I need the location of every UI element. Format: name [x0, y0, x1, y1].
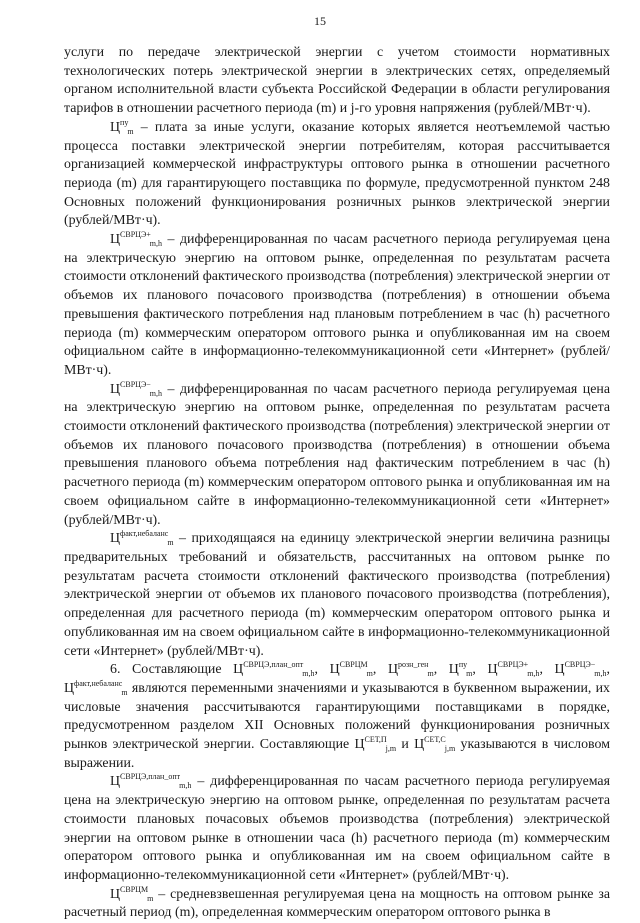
symbol-base: Ц [414, 737, 425, 753]
symbol-subscript: m [167, 538, 174, 548]
symbol-base: Ц [64, 680, 75, 696]
symbol-base: Ц [110, 232, 121, 248]
text-run: , [606, 662, 610, 678]
formula-symbol [233, 662, 314, 677]
text-run: , [314, 662, 330, 678]
symbol-superscript: пу [120, 117, 129, 127]
symbol-base: Ц [233, 662, 244, 678]
formula-symbol [64, 678, 128, 697]
symbol-subscript: m,h [149, 239, 162, 249]
formula-symbol [354, 737, 396, 752]
paragraph-p6 [64, 661, 610, 773]
symbol-base: Ц [329, 662, 340, 678]
symbol-base: Ц [387, 662, 399, 678]
paragraph-p1 [64, 44, 610, 119]
symbol-subscript: m [121, 687, 128, 697]
symbol-subscript: m [127, 126, 134, 136]
text-run: являются переменными значениями и указываются в буквенном выражении, их числовые значения рассчитываются гарантирующими поставщиками в порядке, предусмотренном разделом XII Основных положений функционирования розничных рынков электрической энергии. Составляющие [64, 680, 610, 753]
symbol-base: Ц [110, 119, 121, 135]
formula-symbol [110, 379, 162, 398]
symbol-base: Ц [110, 774, 121, 790]
document-body [64, 44, 610, 923]
formula-symbol [110, 531, 174, 546]
formula-symbol [388, 662, 434, 677]
text-run: , [472, 662, 488, 678]
symbol-base: Ц [354, 737, 365, 753]
formula-symbol [414, 737, 455, 752]
symbol-superscript: СВРЦЭ,план_опт [243, 660, 304, 670]
symbol-subscript: m [147, 893, 154, 903]
symbol-base: Ц [448, 662, 459, 678]
symbol-base: Ц [487, 662, 498, 678]
paragraph-p8 [64, 886, 610, 923]
symbol-superscript: СЕТ,С [424, 735, 446, 745]
symbol-superscript: СЕТ,П [364, 735, 387, 745]
symbol-superscript: СВРЦЭ− [120, 379, 151, 389]
symbol-subscript: j,m [385, 744, 397, 754]
text-run: – средневзвешенная регулируемая цена на мощность на оптовом рынке за расчетный период (m), определенная коммерческим оператором оптового рынка в [64, 886, 610, 921]
formula-symbol [487, 662, 539, 677]
symbol-superscript: факт,небаланс [74, 678, 123, 688]
symbol-superscript: пу [458, 660, 468, 670]
page-number: 15 [314, 14, 326, 28]
text-run: указываются в числовом выражении. [64, 737, 610, 771]
paragraph-p4 [64, 381, 610, 531]
text-run: – дифференцированная по часам расчетного периода регулируемая цена на электрическую энергию на оптовом рынке, определенная по результатам расчета стоимости отклонений фактического производства (потребления) электрической энергии от объемов их планового почасового производства (потребления) в отношении объема превышения фактического потребления над плановым потреблением в час (h) расчетного периода (m) коммерческим оператором оптового рынка и опубликованная им на своем официальном сайте в информационно-телекоммуникационной сети «Интернет» (рублей/МВт·ч). [64, 232, 610, 378]
paragraph-p2 [64, 119, 610, 231]
symbol-subscript: m,h [594, 669, 607, 679]
paragraph-p3 [64, 231, 610, 381]
text-run: , [372, 662, 388, 678]
formula-symbol [110, 774, 191, 789]
symbol-superscript: СВРЦЭ− [564, 660, 596, 670]
paragraph-p7 [64, 773, 610, 885]
symbol-subscript: m,h [149, 388, 162, 398]
symbol-superscript: СВРЦЭ+ [120, 230, 151, 240]
formula-symbol [330, 662, 373, 677]
symbol-base: Ц [110, 531, 121, 547]
symbol-base: Ц [110, 886, 121, 902]
symbol-subscript: m [427, 669, 434, 679]
symbol-superscript: факт,небаланс [120, 529, 169, 539]
text-run: – дифференцированная по часам расчетного периода регулируемая цена на электрическую энергию на оптовом рынке, определенная по результатам расчета стоимости плановых почасовых объемов производства (потребления) электрической энергии на оптовом рынке в отношении часа (h) расчетного периода (m) коммерческим оператором оптового рынка и опубликованная им на своем официальном сайте в информационно-телекоммуникационной сети «Интернет» (рублей/МВт·ч). [64, 774, 610, 883]
text-run: , [539, 662, 555, 678]
text-run: 6. Составляющие [110, 662, 234, 678]
text-run: и [396, 737, 415, 753]
symbol-subscript: m,h [527, 669, 540, 679]
symbol-subscript: m,h [302, 669, 315, 679]
symbol-subscript: j,m [444, 744, 456, 754]
text-run: услуги по передаче электрической энергии с учетом стоимости нормативных технологических потерь электрической энергии в электрических сетях, определяемый органом исполнительной власти субъекта Российской Федерации в области регулирования тарифов в отношении расчетного периода (m) и j-го уровня напряжения (рублей/МВт·ч). [64, 45, 610, 117]
formula-symbol [449, 662, 473, 677]
symbol-superscript: розн_ген [398, 660, 429, 670]
formula-symbol [555, 662, 607, 677]
symbol-superscript: СВРЦМ [339, 660, 368, 670]
symbol-subscript: m,h [179, 781, 192, 791]
symbol-subscript: m [466, 669, 473, 679]
symbol-base: Ц [554, 662, 565, 678]
formula-symbol [110, 117, 134, 136]
text-run: – приходящаяся на единицу электрической энергии величина разницы предварительных требований и обязательств, рассчитанных на оптовом рынке по результатам расчета стоимости отклонений фактического производства (потребления) электрической энергии от объемов их планового почасового производства (потребления), определенная для расчетного периода (m) коммерческим оператором оптового рынка и опубликованная им на своем официальном сайте в информационно-телекоммуникационной сети «Интернет» (рублей/МВт·ч). [64, 531, 610, 659]
symbol-superscript: СВРЦМ [120, 884, 149, 894]
symbol-subscript: m [366, 669, 373, 679]
paragraph-p5 [64, 530, 610, 661]
formula-symbol [110, 232, 162, 247]
text-run: – плата за иные услуги, оказание которых является неотъемлемой частью процесса поставки электрической энергии потребителям, которая рассчитывается организацией коммерческой инфраструктуры оптового рынка в отношении расчетного периода (m) для гарантирующего поставщика по формуле, предусмотренной пунктом 248 Основных положений функционирования розничных рынков электрической энергии (рублей/МВт·ч). [64, 119, 610, 229]
symbol-superscript: СВРЦЭ,план_опт [120, 772, 181, 782]
symbol-superscript: СВРЦЭ+ [497, 660, 529, 670]
text-run: – дифференцированная по часам расчетного периода регулируемая цена на электрическую энергию на оптовом рынке, определенная по результатам расчета стоимости отклонений фактического производства (потребления) электрической энергии от объемов их планового почасового производства (потребления) в отношении объема превышения планового объема потребления над фактическим потреблением в час (h) расчетного периода (m) коммерческим оператором оптового рынка и опубликованная им на своем официальном сайте в информационно-телекоммуникационной сети «Интернет» (рублей/МВт·ч). [64, 381, 610, 528]
text-run: , [433, 662, 449, 678]
symbol-base: Ц [110, 381, 121, 397]
formula-symbol [110, 884, 154, 903]
